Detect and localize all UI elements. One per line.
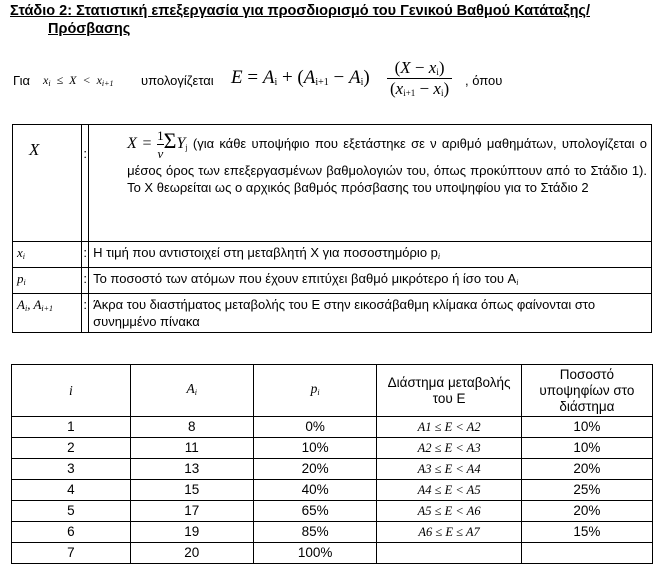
main-formula: $E = A_i + (A_{i+1} - A_i)$ xyxy=(231,67,370,88)
col-header-percent: Ποσοστό υποψηφίων στο διάστημα xyxy=(521,365,652,417)
formula-fraction: $\frac{(X - x_i)}{(x_{i+1} - x_i)}$ xyxy=(387,58,452,99)
def-symbol: $A_i$, $A_{i+1}$ xyxy=(13,294,82,333)
table-row xyxy=(12,438,653,459)
table-row xyxy=(12,522,653,543)
table-row xyxy=(12,480,653,501)
table-row xyxy=(12,543,653,564)
def-text: X = $\frac{1}{\nu}$ $\Sigma Y_j$ (για κάθε υποψήφιο που εξετάστηκε σε ν αριθμό μαθημάτων, υπολογίζεται ο μέσος όρος των επεξεργασμένων βαθμολογιών του, όπως προκύπτουν από το Στάδιο 1). Το X θεωρείται ως ο αρχικός βαθμός πρόσβασης του υποψηφίου για το Στάδιο 2 xyxy=(89,125,652,242)
row-i: 4 xyxy=(12,480,131,501)
intro-condition: $x_i \le X < x_{i+1}$ xyxy=(43,73,114,88)
table-row xyxy=(12,459,653,480)
row-percent: 20% xyxy=(521,501,652,522)
intro-lead: Για xyxy=(13,73,31,88)
title-line-1: Στάδιο 2: Στατιστική επεξεργασία για προσδιορισμό του Γενικού Βαθμού Κατάταξης/ xyxy=(10,3,590,19)
row-p: 85% xyxy=(253,522,377,543)
row-interval: A5 ≤ E < A6 xyxy=(377,501,521,522)
title-line-2: Πρόσβασης xyxy=(48,21,131,37)
intro-mid: υπολογίζεται xyxy=(141,73,214,88)
row-interval: A6 ≤ E ≤ A7 xyxy=(377,522,521,543)
row-i: 5 xyxy=(12,501,131,522)
row-percent: 25% xyxy=(521,480,652,501)
row-percent: 10% xyxy=(521,417,652,438)
definitions-table xyxy=(12,124,652,333)
row-a: 13 xyxy=(130,459,253,480)
row-interval: A4 ≤ E < A5 xyxy=(377,480,521,501)
row-interval xyxy=(377,543,521,564)
row-p: 65% xyxy=(253,501,377,522)
row-interval: A2 ≤ E < A3 xyxy=(377,438,521,459)
col-header-interval: Διάστημα μεταβολής του E xyxy=(377,365,521,417)
row-p: 40% xyxy=(253,480,377,501)
row-percent: 10% xyxy=(521,438,652,459)
row-interval: A3 ≤ E < A4 xyxy=(377,459,521,480)
row-a: 15 xyxy=(130,480,253,501)
row-i: 1 xyxy=(12,417,131,438)
table-row xyxy=(12,501,653,522)
grade-intervals-table xyxy=(11,364,653,564)
def-colon: : xyxy=(82,125,89,242)
row-p: 100% xyxy=(253,543,377,564)
intro-formula xyxy=(13,58,653,106)
definition-row xyxy=(13,268,652,294)
col-header-a: $A_i$ xyxy=(130,365,253,417)
definition-row xyxy=(13,125,652,242)
def-colon: : xyxy=(82,294,89,333)
def-text: Άκρα του διαστήματος μεταβολής του E στην εικοσάβαθμη κλίμακα όπως φαίνονται στο συνημμένο πίνακα xyxy=(89,294,652,333)
row-percent: 15% xyxy=(521,522,652,543)
table-header-row xyxy=(12,365,653,417)
row-a: 11 xyxy=(130,438,253,459)
row-a: 8 xyxy=(130,417,253,438)
page-title xyxy=(10,2,650,38)
row-interval: A1 ≤ E < A2 xyxy=(377,417,521,438)
row-p: 20% xyxy=(253,459,377,480)
def-colon: : xyxy=(82,242,89,268)
def-symbol: $x_i$ xyxy=(13,242,82,268)
row-p: 10% xyxy=(253,438,377,459)
row-a: 20 xyxy=(130,543,253,564)
def-symbol: $p_i$ xyxy=(13,268,82,294)
row-percent: 20% xyxy=(521,459,652,480)
definition-row xyxy=(13,294,652,333)
col-header-p: $p_i$ xyxy=(253,365,377,417)
definition-row xyxy=(13,242,652,268)
row-a: 17 xyxy=(130,501,253,522)
row-a: 19 xyxy=(130,522,253,543)
intro-tail: , όπου xyxy=(465,73,503,88)
row-i: 7 xyxy=(12,543,131,564)
def-text: Το ποσοστό των ατόμων που έχουν επιτύχει βαθμό μικρότερο ή ίσο του $A_i$ xyxy=(89,268,652,294)
row-p: 0% xyxy=(253,417,377,438)
mean-formula: X = $\frac{1}{\nu}$ $\Sigma Y_j$ xyxy=(127,128,188,161)
def-symbol: X xyxy=(13,125,82,242)
col-header-i: i xyxy=(12,365,131,417)
table-row xyxy=(12,417,653,438)
row-i: 2 xyxy=(12,438,131,459)
row-i: 3 xyxy=(12,459,131,480)
def-text: Η τιμή που αντιστοιχεί στη μεταβλητή X για ποσοστημόριο $p_i$ xyxy=(89,242,652,268)
def-colon: : xyxy=(82,268,89,294)
row-percent xyxy=(521,543,652,564)
row-i: 6 xyxy=(12,522,131,543)
